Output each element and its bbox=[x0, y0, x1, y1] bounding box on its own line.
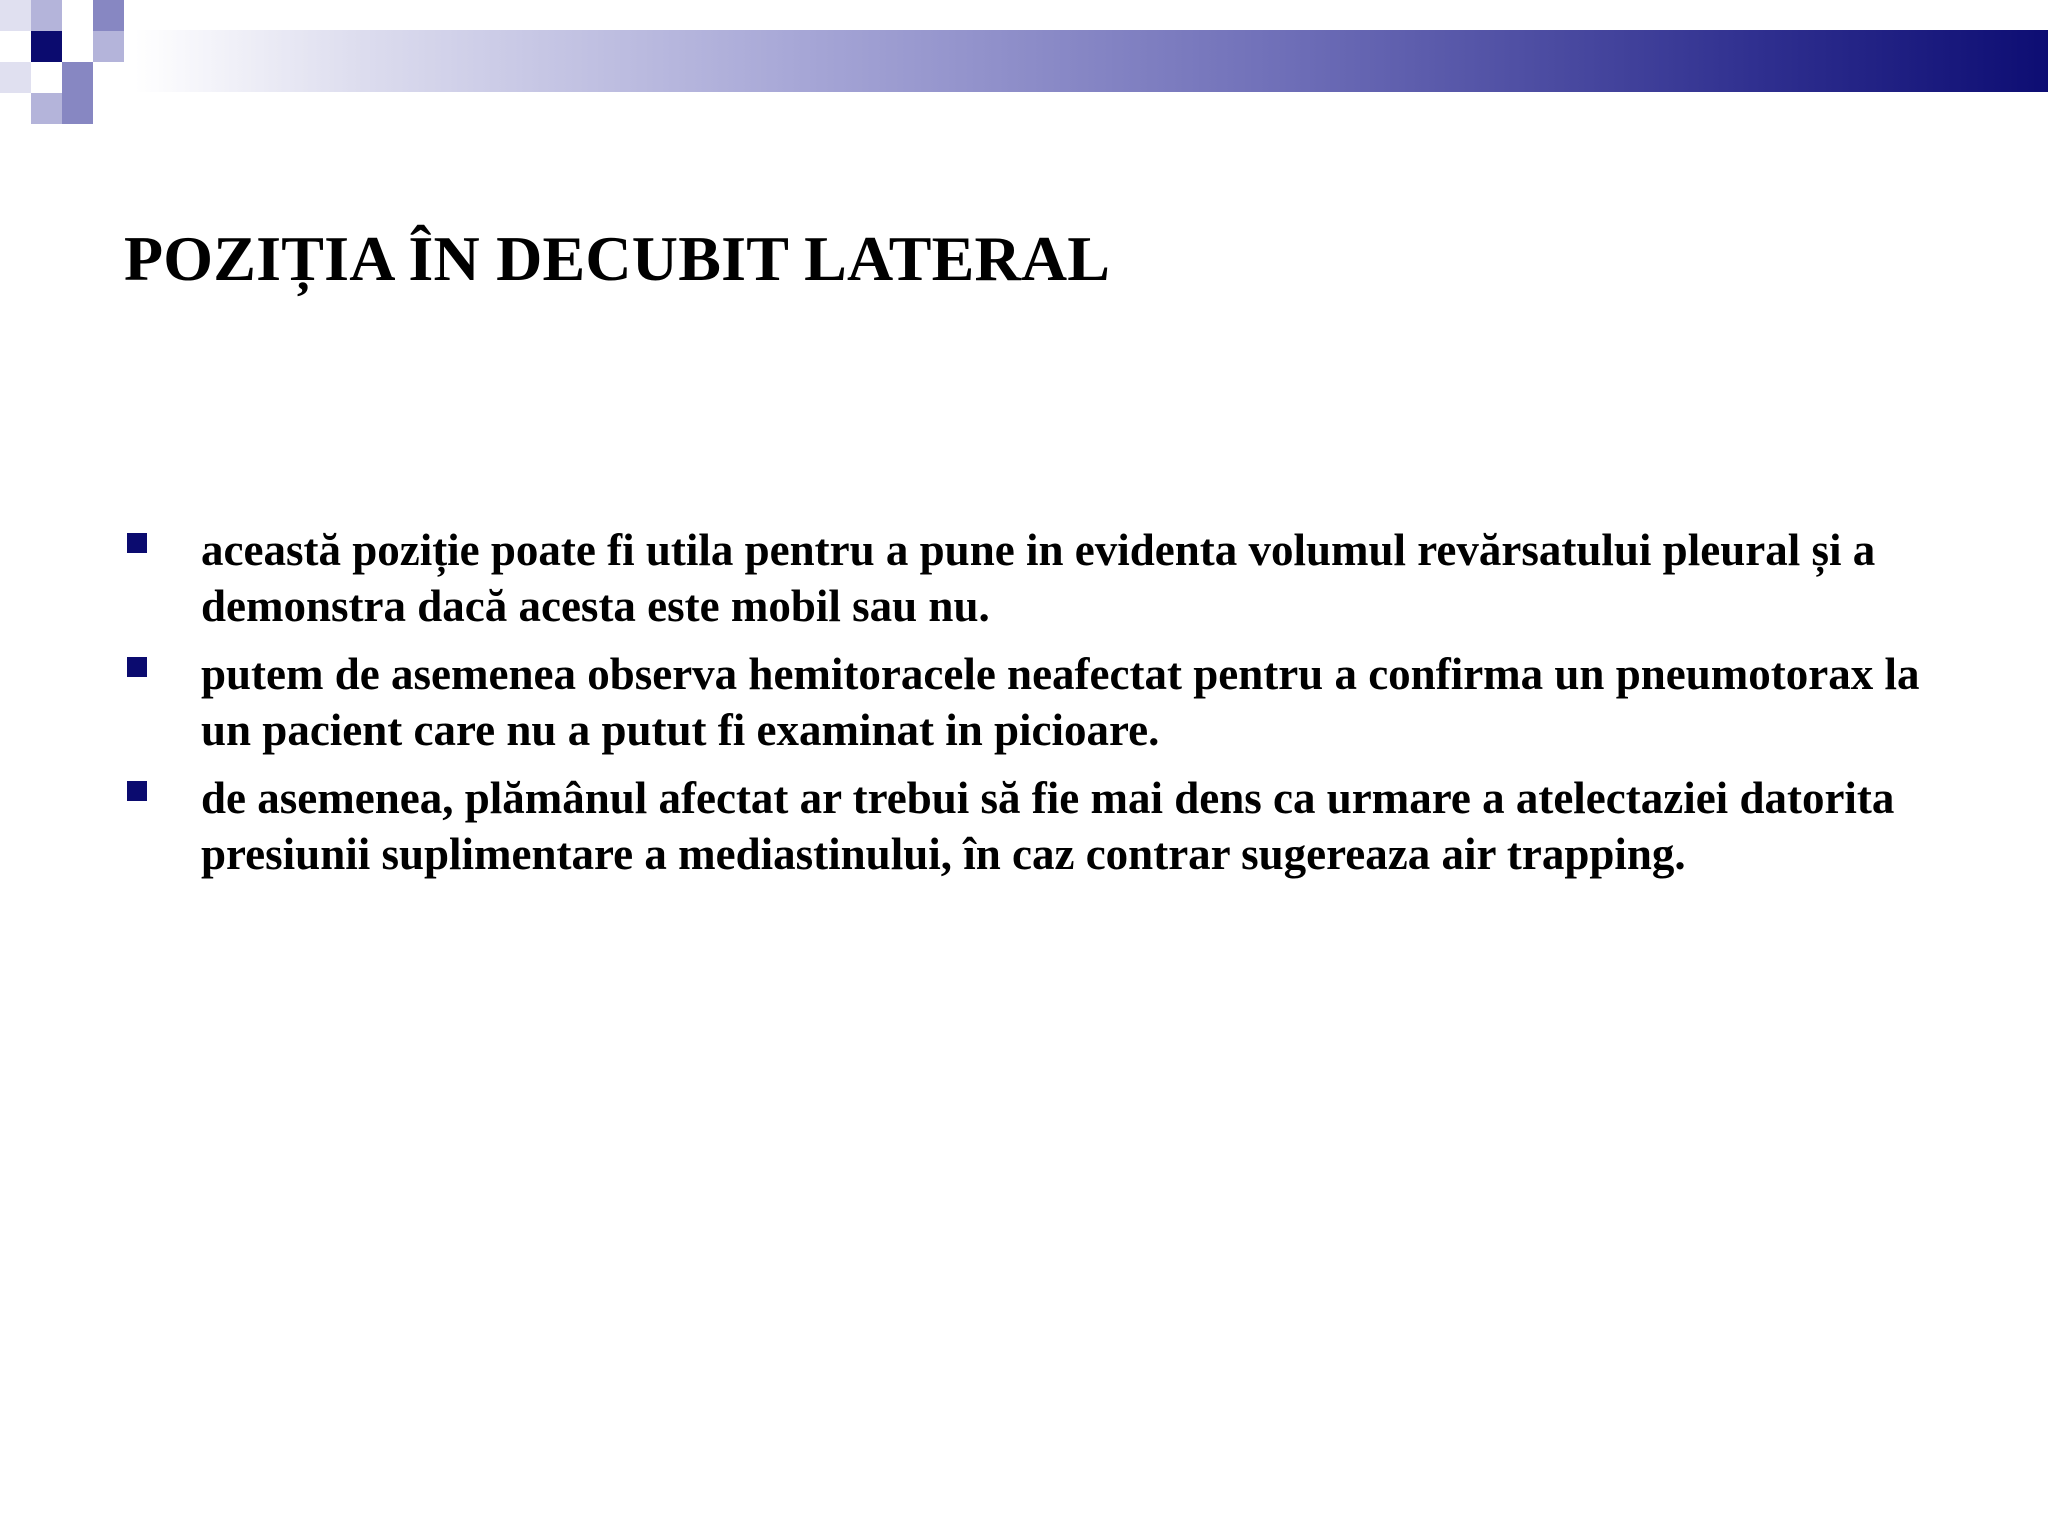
decor-square bbox=[93, 0, 124, 31]
list-item bbox=[124, 522, 1924, 634]
bullet-text: putem de asemenea observa hemitoracele neafectat pentru a confirma un pneumotorax la un pacient care nu a putut fi examinat in picioare. bbox=[201, 649, 1920, 755]
header-gradient-bar bbox=[135, 30, 2048, 92]
square-bullet-icon bbox=[127, 781, 147, 801]
decor-square bbox=[0, 62, 31, 93]
decor-square bbox=[0, 0, 31, 31]
slide-title: POZIȚIA ÎN DECUBIT LATERAL bbox=[124, 223, 1111, 294]
square-bullet-icon bbox=[127, 533, 147, 553]
bullet-text: această poziție poate fi utila pentru a pune in evidenta volumul revărsatului pleural și a demonstra dacă acesta este mobil sau nu. bbox=[201, 525, 1876, 631]
square-bullet-icon bbox=[127, 657, 147, 677]
decor-square bbox=[62, 93, 93, 124]
list-item bbox=[124, 770, 1924, 882]
decor-square bbox=[31, 31, 62, 62]
decor-square bbox=[31, 93, 62, 124]
decor-square bbox=[93, 31, 124, 62]
decor-square bbox=[31, 0, 62, 31]
bullet-list bbox=[124, 522, 1924, 894]
list-item bbox=[124, 646, 1924, 758]
decor-square bbox=[62, 62, 93, 93]
bullet-text: de asemenea, plămânul afectat ar trebui să fie mai dens ca urmare a atelectaziei datorita presiunii suplimentare a mediastinului, în caz contrar sugereaza air trapping. bbox=[201, 773, 1895, 879]
